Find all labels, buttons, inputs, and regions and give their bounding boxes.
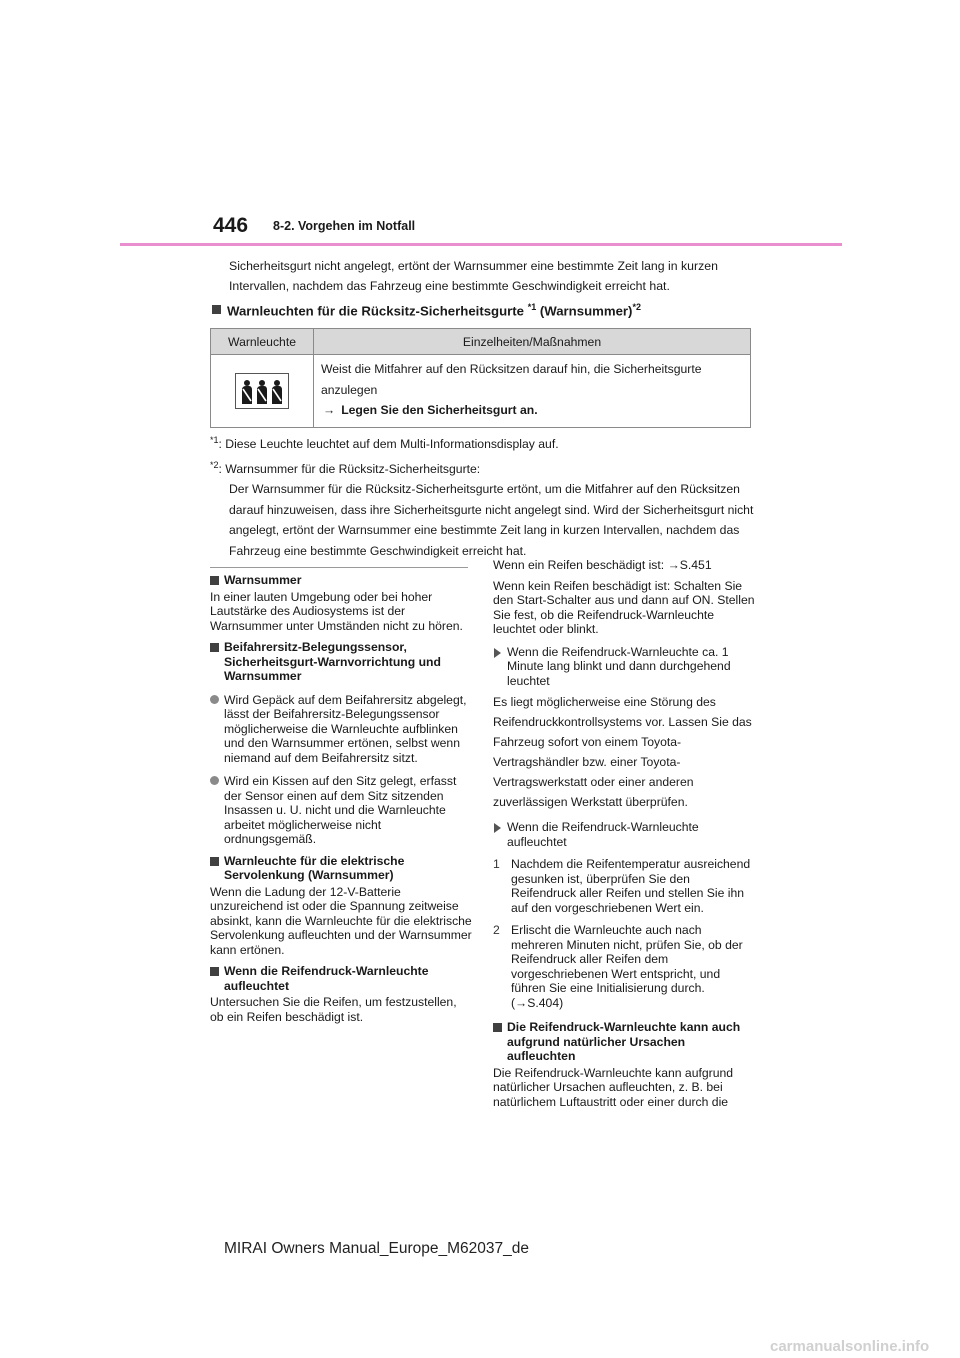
paragraph-reifen-beschaedigt: Wenn ein Reifen beschädigt ist: →S.451 xyxy=(493,558,712,572)
paragraph-servolenkung: Wenn die Ladung der 12-V-Batterie unzureichend ist oder die Spannung zeitweise absinkt, kann die Warnleuchte für die elektrische Servolenkung aufleuchten und der Warnsummer kann ertönen. xyxy=(210,884,472,957)
rear-seatbelt-warning-icon xyxy=(235,373,289,409)
round-bullet-icon xyxy=(210,776,219,785)
intro-paragraph: Sicherheitsgurt nicht angelegt, ertönt der Warnsummer eine bestimmte Zeit lang in kurzen Intervallen, nachdem das Fahrzeug eine bestimmte Geschwindigkeit erreicht hat. xyxy=(229,259,718,293)
footnote-2-text: : Warnsummer für die Rücksitz-Sicherheitsgurte: xyxy=(218,461,481,476)
chapter-title: 8-2. Vorgehen im Notfall xyxy=(273,219,416,233)
heading-footnote-1: *1 xyxy=(527,302,537,312)
arrow-icon: → xyxy=(323,403,336,417)
column-rule xyxy=(210,567,468,568)
table-desc: Weist die Mitfahrer auf den Rücksitzen darauf hin, die Sicherheitsgurte anzulegen xyxy=(321,362,702,397)
footer-text: MIRAI Owners Manual_Europe_M62037_de xyxy=(224,1240,530,1257)
paragraph-stoerung: Es liegt möglicherweise eine Störung des Reifendruckkontrollsystems vor. Lassen Sie das Fahrzeug sofort von einem Toyota-Vertragshändler bzw. einer Toyota-Vertragswerkstatt oder einer anderen zuverlässigen Werkstatt überprüfen. xyxy=(493,695,752,809)
bullet-gepaeck: Wird Gepäck auf dem Beifahrersitz abgelegt, lässt der Beifahrersitz-Belegungssensor möglicherweise die Warnleuchte aufblinken und den Warnsummer ertönen, selbst wenn niemand auf dem Beifahrersitz sitzt. xyxy=(210,693,472,766)
paragraph-natuerliche-ursachen: Die Reifendruck-Warnleuchte kann aufgrund natürlicher Ursachen aufleuchten, z. B. bei natürlichem Luftaustritt oder einer durch die xyxy=(493,1065,734,1109)
table-header-row xyxy=(211,329,751,355)
paragraph-reifendruck: Untersuchen Sie die Reifen, um festzustellen, ob ein Reifen beschädigt ist. xyxy=(210,995,457,1024)
section-heading xyxy=(212,302,641,318)
step-number: 1 xyxy=(493,857,500,871)
square-bullet-icon xyxy=(212,305,221,314)
table-header-warnleuchte: Warnleuchte xyxy=(211,329,314,355)
subheading-beifahrersitz: Beifahrersitz-Belegungssensor, Sicherheitsgurt-Warnvorrichtung und Warnsummer xyxy=(210,640,472,684)
square-bullet-icon xyxy=(210,576,219,585)
watermark: carmanualsonline.info xyxy=(770,1338,930,1355)
case-leuchtet: Wenn die Reifendruck-Warnleuchte aufleuchtet xyxy=(493,820,755,849)
triangle-bullet-icon xyxy=(494,648,501,658)
subheading-natuerliche-ursachen: Die Reifendruck-Warnleuchte kann auch aufgrund natürlicher Ursachen aufleuchten xyxy=(493,1020,755,1064)
footnote-1-mark: *1 xyxy=(210,435,219,445)
subheading-servolenkung: Warnleuchte für die elektrische Servolenkung (Warnsummer) xyxy=(210,854,472,883)
round-bullet-icon xyxy=(210,695,219,704)
table-row xyxy=(211,355,751,428)
footnotes xyxy=(210,430,770,561)
step-2: 2 Erlischt die Warnleuchte auch nach mehreren Minuten nicht, prüfen Sie, ob der Reifendruck aller Reifen dem vorgeschriebenen Wert entspricht, und führen Sie eine Initialisierung durch. (→S.404) xyxy=(493,923,743,1010)
square-bullet-icon xyxy=(210,643,219,652)
step-number: 2 xyxy=(493,923,500,937)
bullet-kissen: Wird ein Kissen auf den Sitz gelegt, erfasst der Sensor einen auf dem Sitz sitzenden Insassen u. U. nicht und die Warnleuchte arbeitet möglicherweise nicht ordnungsgemäß. xyxy=(210,774,472,847)
table-action-line xyxy=(321,400,743,421)
square-bullet-icon xyxy=(210,857,219,866)
subheading-reifendruck: Wenn die Reifendruck-Warnleuchte aufleuchtet xyxy=(210,964,472,993)
warning-table xyxy=(210,328,751,428)
footnote-1-text: : Diese Leuchte leuchtet auf dem Multi-Informationsdisplay auf. xyxy=(218,437,559,452)
case-blinkt: Wenn die Reifendruck-Warnleuchte ca. 1 Minute lang blinkt und dann durchgehend leuchtet xyxy=(493,645,755,689)
footnote-2 xyxy=(210,455,770,480)
table-desc-cell xyxy=(314,355,751,428)
right-column xyxy=(493,558,755,1109)
table-icon-cell xyxy=(211,355,314,428)
subheading-warnsummer: Warnsummer xyxy=(210,573,472,588)
heading-mid: (Warnsummer) xyxy=(536,303,633,319)
step-1: 1 Nachdem die Reifentemperatur ausreichend gesunken ist, überprüfen Sie den Reifendruck aller Reifen und stellen Sie ihn auf den vorgeschriebenen Wert ein. xyxy=(493,857,751,915)
header-rule xyxy=(120,243,842,246)
triangle-bullet-icon xyxy=(494,823,501,833)
square-bullet-icon xyxy=(210,967,219,976)
table-action: Legen Sie den Sicherheitsgurt an. xyxy=(341,403,538,417)
square-bullet-icon xyxy=(493,1023,502,1032)
footnote-2-body: Der Warnsummer für die Rücksitz-Sicherheitsgurte ertönt, um die Mitfahrer auf den Rücksitzen darauf hinzuweisen, dass ihre Sicherheitsgurte nicht angelegt sind. Wird der Sicherheitsgurt nicht angelegt, ertönt der Warnsummer eine bestimmte Zeit lang in kurzen Intervallen, nachdem das Fahrzeug eine bestimmte Geschwindigkeit erreicht hat. xyxy=(229,482,754,558)
table-header-details: Einzelheiten/Maßnahmen xyxy=(314,329,751,355)
paragraph-kein-reifen-beschaedigt: Wenn kein Reifen beschädigt ist: Schalten Sie den Start-Schalter aus und dann auf ON. Stellen Sie fest, ob die Reifendruck-Warnleuchte leuchtet oder blinkt. xyxy=(493,578,755,636)
left-column xyxy=(210,573,472,1024)
heading-text: Warnleuchten für die Rücksitz-Sicherheitsgurte xyxy=(227,303,528,319)
footnote-2-mark: *2 xyxy=(210,459,219,470)
page-number: 446 xyxy=(213,214,249,237)
heading-footnote-2: *2 xyxy=(632,302,641,312)
footnote-1 xyxy=(210,430,770,455)
paragraph-warnsummer: In einer lauten Umgebung oder bei hoher Lautstärke des Audiosystems ist der Warnsummer unter Umständen nicht zu hören. xyxy=(210,589,463,633)
